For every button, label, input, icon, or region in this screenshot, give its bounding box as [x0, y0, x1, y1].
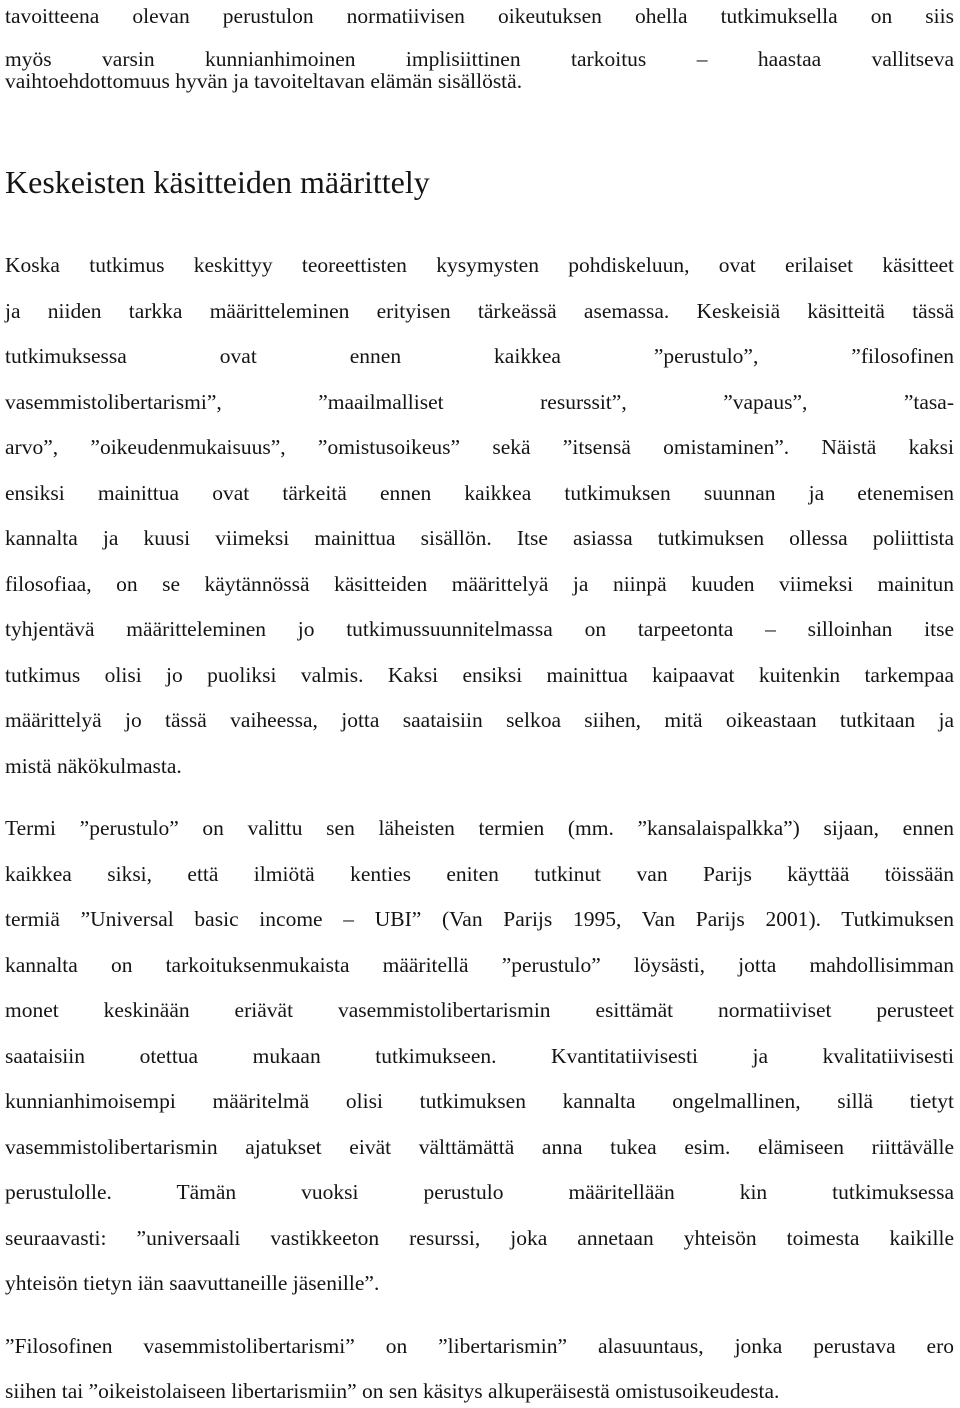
text-line: perustulolle. Tämän vuoksi perustulo määritellään kin tutkimuksessa [5, 1180, 954, 1204]
text-line: seuraavasti: ”universaali vastikkeeton resurssi, joka annetaan yhteisön toimesta kaikille [5, 1226, 954, 1250]
text-line: yhteisön tietyn iän saavuttaneille jäsenille”. [5, 1271, 380, 1295]
text-line: myös varsin kunnianhimoinen implisiittinen tarkoitus – haastaa vallitseva [5, 47, 954, 71]
text-line: monet keskinään eriävät vasemmistolibertarismin esittämät normatiiviset perusteet [5, 998, 954, 1022]
text-line: määrittelyä jo tässä vaiheessa, jotta saataisiin selkoa siihen, mitä oikeastaan tutkitaan ja [5, 708, 954, 732]
text-line: ensiksi mainittua ovat tärkeitä ennen kaikkea tutkimuksen suunnan ja etenemisen [5, 481, 954, 505]
text-line: filosofiaa, on se käytännössä käsitteiden määrittelyä ja niinpä kuuden viimeksi mainitun [5, 572, 954, 596]
text-line: mistä näkökulmasta. [5, 754, 182, 778]
text-line: siihen tai ”oikeistolaiseen libertarismiin” on sen käsitys alkuperäisestä omistusoikeudesta. [5, 1379, 780, 1403]
text-line: saataisiin otettua mukaan tutkimukseen. Kvantitatiivisesti ja kvalitatiivisesti [5, 1044, 954, 1068]
text-line: tavoitteena olevan perustulon normatiivisen oikeutuksen ohella tutkimuksella on siis [5, 4, 954, 28]
text-line: tutkimus olisi jo puoliksi valmis. Kaksi ensiksi mainittua kaipaavat kuitenkin tarkempaa [5, 663, 954, 687]
text-line: Termi ”perustulo” on valittu sen läheisten termien (mm. ”kansalaispalkka”) sijaan, ennen [5, 816, 954, 840]
text-line: vaihtoehdottomuus hyvän ja tavoiteltavan elämän sisällöstä. [5, 69, 523, 93]
text-line: termiä ”Universal basic income – UBI” (Van Parijs 1995, Van Parijs 2001). Tutkimuksen [5, 907, 954, 931]
text-line: tutkimuksessa ovat ennen kaikkea ”perustulo”, ”filosofinen [5, 344, 954, 368]
section-heading: Keskeisten käsitteiden määrittely [5, 164, 430, 200]
text-line: kannalta on tarkoituksenmukaista määritellä ”perustulo” löysästi, jotta mahdollisimman [5, 953, 954, 977]
text-line: kannalta ja kuusi viimeksi mainittua sisällön. Itse asiassa tutkimuksen ollessa poliittista [5, 526, 954, 550]
text-line: ja niiden tarkka määritteleminen erityisen tärkeässä asemassa. Keskeisiä käsitteitä tässä [5, 299, 954, 323]
text-line: arvo”, ”oikeudenmukaisuus”, ”omistusoikeus” sekä ”itsensä omistaminen”. Näistä kaksi [5, 435, 954, 459]
text-line: Koska tutkimus keskittyy teoreettisten kysymysten pohdiskeluun, ovat erilaiset käsitteet [5, 253, 954, 277]
text-line: kaikkea siksi, että ilmiötä kenties eniten tutkinut van Parijs käyttää töissään [5, 862, 954, 886]
text-line: kunnianhimoisempi määritelmä olisi tutkimuksen kannalta ongelmallinen, sillä tietyt [5, 1089, 954, 1113]
text-line: vasemmistolibertarismin ajatukset eivät välttämättä anna tukea esim. elämiseen riittävälle [5, 1135, 954, 1159]
text-line: tyhjentävä määritteleminen jo tutkimussuunnitelmassa on tarpeetonta – silloinhan itse [5, 617, 954, 641]
text-line: ”Filosofinen vasemmistolibertarismi” on ”libertarismin” alasuuntaus, jonka perustava ero [5, 1334, 954, 1358]
text-line: vasemmistolibertarismi”, ”maailmalliset resurssit”, ”vapaus”, ”tasa- [5, 390, 954, 414]
